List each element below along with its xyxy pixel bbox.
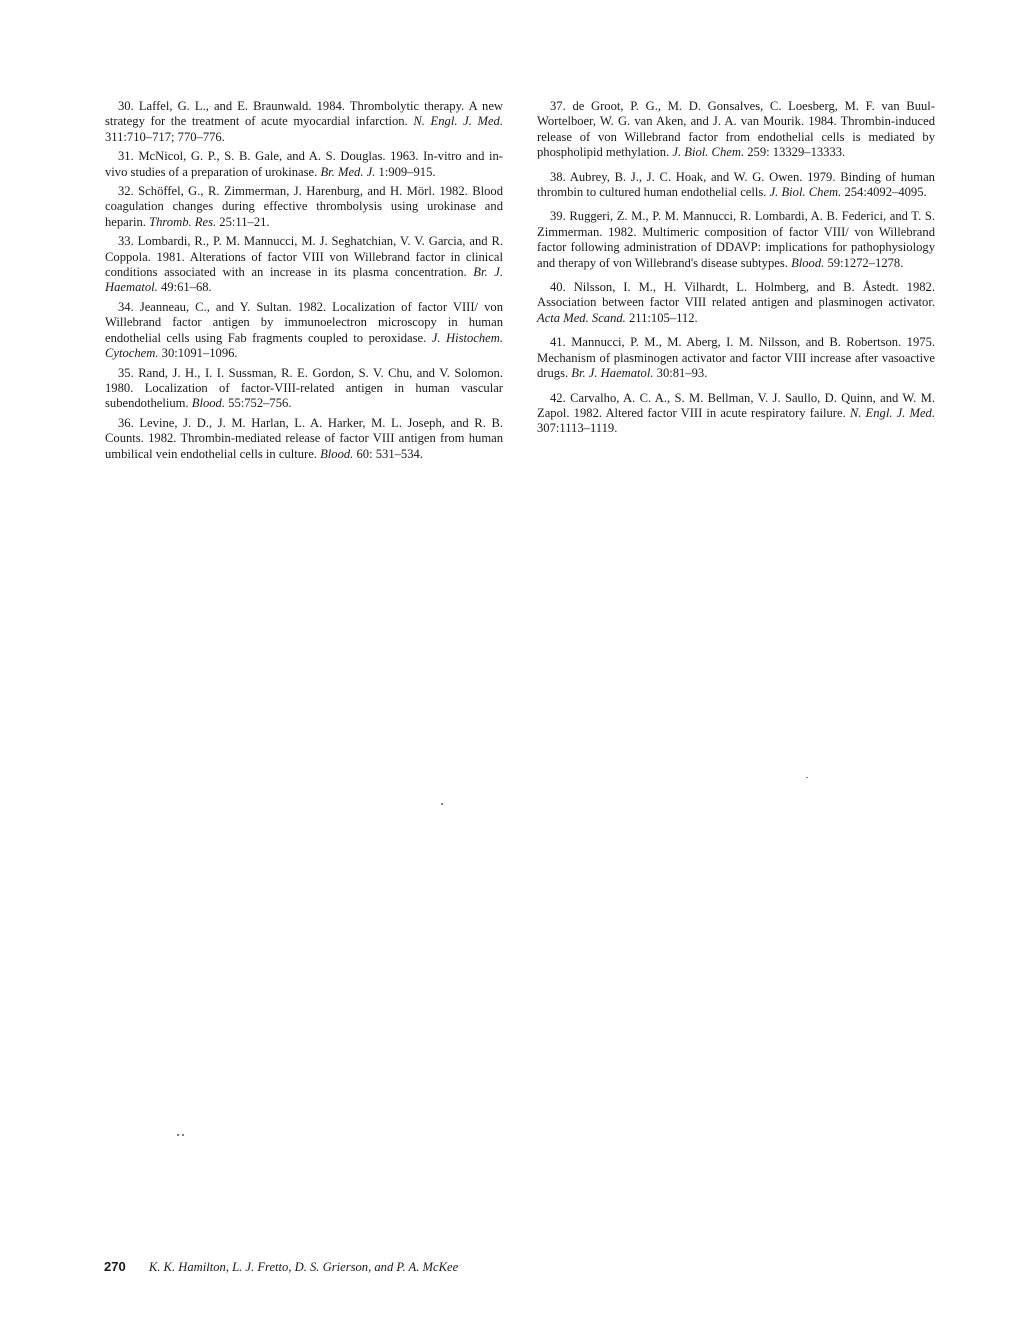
reference-year: 1982. — [906, 280, 935, 295]
reference-journal: Br. J. Haematol. — [571, 366, 654, 381]
reference-citation: 30:81–93. — [656, 366, 708, 381]
reference-year: 1982. — [573, 405, 603, 420]
reference-authors: Schöffel, G., R. Zimmerman, J. Harenburg, and H. Mörl. — [138, 184, 436, 199]
reference-number: 42. — [550, 390, 566, 405]
reference-citation: 307:1113–1119. — [537, 421, 618, 436]
page-footer — [104, 1259, 458, 1275]
reference-journal: Blood. — [320, 446, 354, 461]
reference-citation: 60: 531–534. — [356, 446, 423, 461]
reference-entry — [105, 149, 503, 180]
reference-journal: Thromb. Res. — [149, 214, 217, 229]
reference-journal: Br. J. Haematol. — [105, 265, 503, 295]
reference-authors: Ruggeri, Z. M., P. M. Mannucci, R. Lombardi, A. B. Federici, and T. S. Zimmerman. — [537, 209, 935, 239]
reference-citation: 49:61–68. — [160, 280, 212, 295]
reference-entry — [105, 416, 503, 462]
reference-year: 1982. — [608, 224, 637, 239]
reference-number: 41. — [550, 335, 566, 350]
reference-authors: Carvalho, A. C. A., S. M. Bellman, V. J. Saullo, D. Quinn, and W. M. Zapol. — [537, 390, 935, 420]
reference-title: Localization of factor-VIII-related antigen in human vascular subendothelium. — [105, 380, 503, 411]
reference-title: Alterations of factor VIII von Willebrand factor in clinical conditions associated with an increase in its plasma concentration. — [105, 249, 503, 280]
reference-authors: de Groot, P. G., M. D. Gonsalves, C. Loesberg, M. F. van Buul-Wortelboer, W. G. van Aken, and J. A. van Mourik. — [537, 99, 935, 129]
reference-number: 33. — [118, 234, 134, 249]
reference-title: Mechanism of plasminogen activator and factor VIII increase after vasoactive drugs. — [537, 350, 935, 381]
scan-speck — [177, 1134, 179, 1136]
scan-speck — [182, 1134, 184, 1136]
reference-column-left — [105, 99, 503, 466]
reference-authors: Laffel, G. L., and E. Braunwald. — [138, 99, 312, 113]
reference-entry — [537, 391, 935, 437]
reference-year: 1963. — [390, 149, 419, 164]
reference-year: 1980. — [105, 380, 134, 395]
reference-citation: 254:4092–4095. — [844, 185, 927, 200]
reference-title: Blood coagulation changes during effective thrombolysis using urokinase and heparin. — [105, 184, 503, 229]
reference-journal: N. Engl. J. Med. — [849, 405, 935, 420]
scan-speck — [441, 803, 443, 805]
reference-authors: Levine, J. D., J. M. Harlan, L. A. Harker, M. L. Joseph, and R. B. Counts. — [105, 415, 503, 446]
reference-citation: 311:710–717; 770–776. — [105, 129, 225, 144]
reference-entry — [537, 99, 935, 161]
reference-journal: Blood. — [191, 396, 225, 411]
reference-entry — [105, 366, 503, 412]
reference-citation: 25:11–21. — [219, 214, 270, 229]
reference-number: 40. — [550, 280, 566, 295]
reference-journal: Br. Med. J. — [320, 164, 376, 179]
reference-entry — [105, 300, 503, 362]
reference-entry — [105, 99, 503, 145]
reference-authors: Jeanneau, C., and Y. Sultan. — [139, 299, 292, 314]
reference-citation: 30:1091–1096. — [161, 346, 238, 361]
reference-entry — [537, 335, 935, 381]
reference-citation: 211:105–112. — [628, 310, 698, 325]
reference-number: 39. — [550, 209, 566, 224]
reference-year: 1984. — [316, 99, 345, 113]
reference-entry — [105, 184, 503, 230]
reference-number: 36. — [118, 415, 134, 430]
reference-year: 1984. — [808, 114, 837, 129]
running-author-line: K. K. Hamilton, L. J. Fretto, D. S. Grierson, and P. A. McKee — [148, 1260, 459, 1274]
reference-authors: Aubrey, B. J., J. C. Hoak, and W. G. Owen. — [569, 169, 803, 184]
reference-title: In-vitro and in-vivo studies of a preparation of urokinase. — [105, 149, 503, 179]
reference-citation: 55:752–756. — [228, 396, 292, 411]
reference-title: Multimeric composition of factor VIII/ von Willebrand factor following administration of DDAVP: implications for pathophysiology and therapy of von Willebrand's disease subtypes. — [537, 224, 935, 270]
reference-journal: Blood. — [791, 255, 825, 270]
reference-number: 38. — [550, 169, 566, 184]
reference-authors: Lombardi, R., P. M. Mannucci, M. J. Seghatchian, V. V. Garcia, and R. Coppola. — [105, 234, 503, 264]
reference-journal: J. Biol. Chem. — [672, 145, 745, 160]
reference-citation: 1:909–915. — [378, 164, 436, 179]
reference-journal: N. Engl. J. Med. — [413, 114, 503, 129]
reference-authors: Mannucci, P. M., M. Aberg, I. M. Nilsson, and B. Robertson. — [571, 335, 902, 350]
reference-citation: 59:1272–1278. — [827, 255, 904, 270]
reference-authors: McNicol, G. P., S. B. Gale, and A. S. Douglas. — [138, 149, 386, 164]
reference-number: 31. — [118, 149, 134, 164]
reference-year: 1982. — [148, 431, 177, 446]
reference-number: 37. — [550, 99, 566, 113]
reference-title: Altered factor VIII in acute respiratory failure. — [605, 405, 846, 420]
reference-title: Association between factor VIII related antigen and plasminogen activator. — [537, 295, 935, 310]
reference-entry — [537, 280, 935, 326]
reference-entry — [537, 209, 935, 271]
page-number: 270 — [104, 1259, 126, 1274]
reference-title: Thrombin-mediated release of factor VIII antigen from human umbilical vein endothelial cells in culture. — [105, 431, 503, 461]
reference-title: Thrombin-induced release of von Willebrand factor from endothelial cells is mediated by phospholipid methylation. — [537, 114, 935, 160]
reference-number: 34. — [118, 299, 134, 314]
reference-title: Binding of human thrombin to cultured human endothelial cells. — [537, 169, 935, 200]
reference-year: 1975. — [906, 335, 936, 350]
reference-authors: Rand, J. H., I. I. Sussman, R. E. Gordon, S. V. Chu, and V. Solomon. — [138, 365, 504, 380]
reference-title: Thrombolytic therapy. A new strategy for the treatment of acute myocardial infarction. — [105, 99, 504, 129]
reference-year: 1982. — [297, 299, 327, 314]
reference-citation: 259: 13329–13333. — [747, 145, 846, 160]
reference-year: 1982. — [439, 184, 468, 199]
reference-title: Localization of factor VIII/ von Willebrand factor antigen by immunoelectron microscopy in human endothelial cells using Fab fragments coupled to peroxidase. — [105, 299, 503, 345]
scan-speck — [806, 777, 808, 778]
reference-entry — [537, 170, 935, 201]
reference-entry — [105, 234, 503, 296]
reference-year: 1981. — [156, 249, 185, 264]
reference-number: 32. — [118, 184, 134, 199]
reference-journal: J. Biol. Chem. — [769, 185, 842, 200]
reference-authors: Nilsson, I. M., H. Vilhardt, L. Holmberg, and B. Åstedt. — [573, 280, 899, 295]
reference-journal: Acta Med. Scand. — [537, 310, 626, 325]
reference-journal: J. Histochem. Cytochem. — [105, 330, 503, 361]
reference-column-right — [537, 99, 935, 446]
reference-number: 30. — [118, 99, 134, 113]
reference-number: 35. — [118, 365, 134, 380]
reference-year: 1979. — [807, 169, 836, 184]
